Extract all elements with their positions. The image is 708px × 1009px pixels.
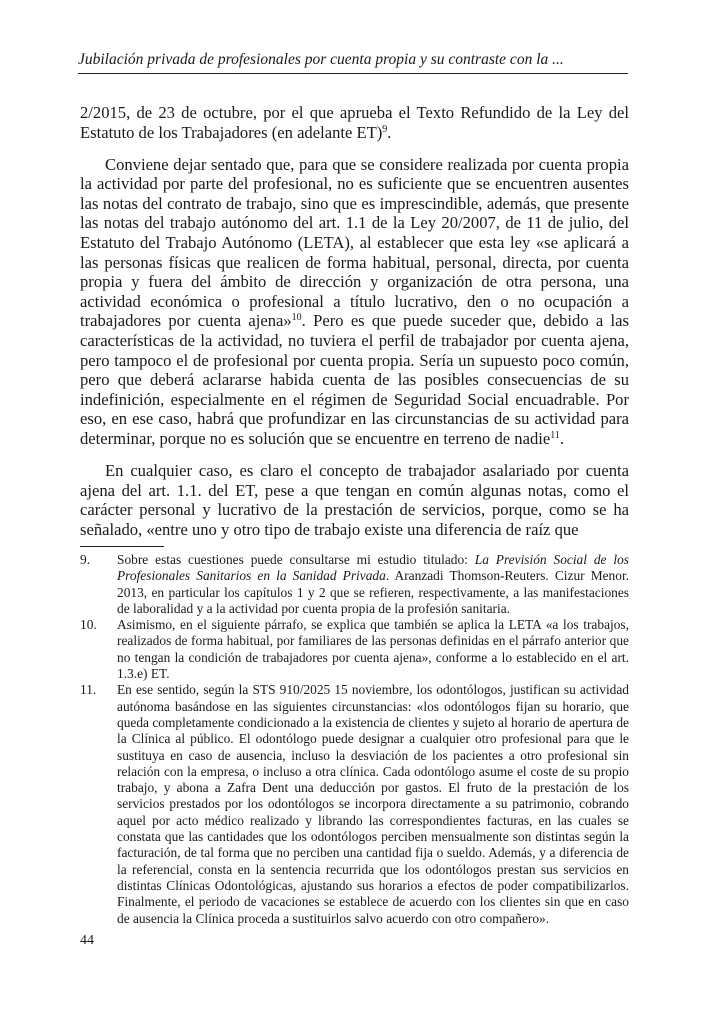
footnote-9: [80, 552, 629, 617]
running-header: [78, 50, 628, 74]
paragraph-2: Conviene dejar sentado que, para que se considere realizada por cuenta propia la actividad por parte del profesional, no es suficiente que se encuentren ausentes las notas del contrato de trabajo, sino que es imprescindible, además, que presente las notas del trabajo autónomo del art. 1.1 de la Ley 20/2007, de 11 de julio, del Estatuto del Trabajo Autónomo (LETA), al establecer que esta ley «se aplicará a las personas físicas que realicen de forma habitual, personal, directa, por cuenta propia y fuera del ámbito de dirección y organización de otra persona, una actividad económica o profesional a título lucrativo, den o no ocupación a trabajadores por cuenta ajena»$^{10}$. Pero es que puede suceder que, debido a las características de la actividad, no tuviera el perfil de trabajador por cuenta ajena, pero tampoco el de profesional por cuenta propia. Sería un supuesto poco común, pero que deberá aclararse habida cuenta de las posibles consecuencias de su indefinición, especialmente en el régimen de Seguridad Social encuadrable. Por eso, en ese caso, habrá que profundizar en las circunstancias de su actividad para determinar, porque no es solución que se encuentre en terreno de nadie$^{11}$.: [80, 154, 629, 448]
footnote-text: Sobre estas cuestiones puede consultarse mi estudio titulado: La Previsión Social de los Profesionales Sanitarios en la Sanidad Privada. Aranzadi Thomson-Reuters. Cizur Menor. 2013, en particular los capítulos 1 y 2 que se refieren, respectivamente, a las manifestaciones de laboralidad y a la actividad por cuenta propia de la profesión sanitaria.: [117, 552, 630, 616]
footnote-ref-11[interactable]: 11: [550, 430, 560, 441]
footnotes: [80, 552, 629, 927]
page-number: 44: [80, 933, 94, 948]
cited-title: La Previsión Social de los Profesionales Sanitarios en la Sanidad Privada: [117, 552, 629, 584]
footnote-separator: [80, 546, 164, 547]
footnote-number: 10.: [80, 617, 97, 633]
footnote-number: 11.: [80, 682, 97, 698]
footnote-ref-10[interactable]: 10: [291, 312, 302, 324]
paragraph-3: En cualquier caso, es claro el concepto de trabajador asalariado por cuenta ajena del art. 1.1. del ET, pese a que tengan en común algunas notas, como el carácter personal y lucrativo de la prestación de servicios, porque, como se ha señalado, «entre uno y otro tipo de trabajo existe una diferencia de raíz que: [80, 461, 629, 539]
running-title: Jubilación privada de profesionales por cuenta propia y su contraste con la ...: [78, 51, 564, 68]
footnote-text: Asimismo, en el siguiente párrafo, se explica que también se aplica la LETA «a los trabajos, realizados de forma habitual, por familiares de las personas definidas en el párrafo anterior que no tengan la condición de trabajadores por cuenta ajena», conforme a lo establecido en el art. 1.3.e) ET.: [117, 617, 629, 682]
footnote-10: [80, 617, 629, 682]
paragraph-1: 2/2015, de 23 de octubre, por el que aprueba el Texto Refundido de la Ley del Estatuto de los Trabajadores (en adelante ET)$^9$.: [80, 103, 629, 142]
footnote-text: En ese sentido, según la STS 910/2025 15 noviembre, los odontólogos, justifican su actividad autónoma basándose en las siguientes circunstancias: «los odontólogos fijan su horario, que queda completamente condicionado a la existencia de clientes y sujeto al horario de apertura de la Clínica al público. El odontólogo puede designar a cualquier otro profesional para que le sustituya en caso de ausencia, incluso la desviación de los pacientes a otro profesional sin relación con la empresa, o incluso a otra clínica. Cada odontólogo asume el coste de su propio trabajo, y abona a Zafra Dent una deducción por gastos. El fruto de la prestación de los servicios prestados por los odontólogos se incorpora directamente a su patrimonio, cobrando aquel por acto médico realizado y librando las correspondientes facturas, en las cuales se constata que las cantidades que los odontólogos perciben mensualmente son distintas según la facturación, de tal forma que no perciben una cantidad fija o sueldo. Además, y a diferencia de la referencial, consta en la sentencia recurrida que los odontólogos prestan sus servicios en distintas Clínicas Odontológicas, ajustando sus horarios a efectos de poder compatibilizarlos. Finalmente, el periodo de vacaciones se establece de acuerdo con los clientes sin que en caso de ausencia la Clínica proceda a sustituirlos salvo acuerdo con otro compañero».: [117, 682, 629, 926]
footnote-number: 9.: [80, 552, 91, 567]
footnote-ref-9[interactable]: 9: [382, 123, 388, 135]
main-text: [80, 103, 629, 552]
footnote-11: [80, 682, 629, 926]
